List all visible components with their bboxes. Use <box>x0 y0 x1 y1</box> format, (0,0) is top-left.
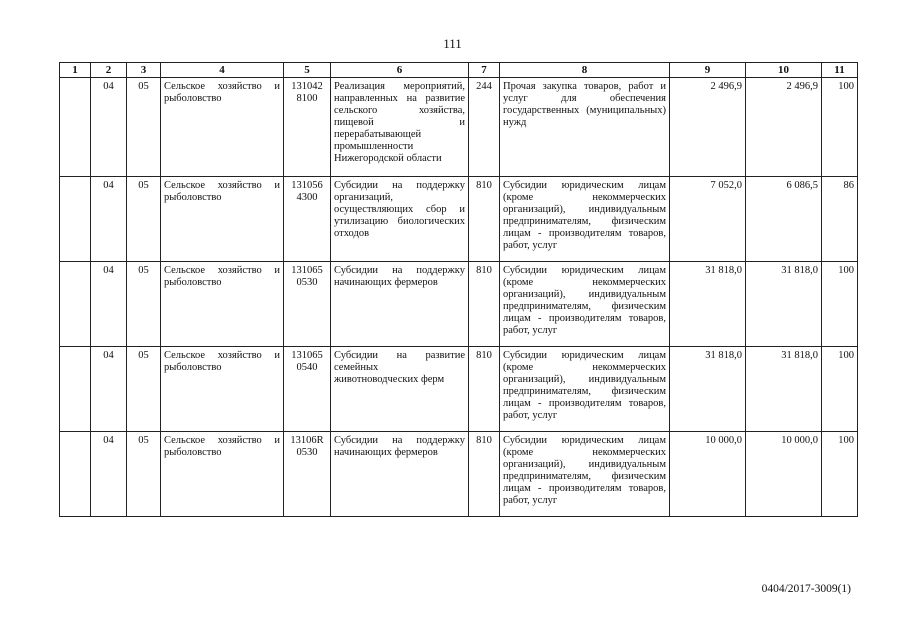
cell-target-code: 13106R 0530 <box>284 432 331 517</box>
col-header-11: 11 <box>822 63 858 78</box>
cell-subsection: 05 <box>127 347 161 432</box>
col-header-4: 4 <box>161 63 284 78</box>
cell-percent: 100 <box>822 432 858 517</box>
cell-target-name: Субсидии на поддержку организаций, осуществляющих сбор и утилизацию биологических отходов <box>331 177 469 262</box>
cell-expense-type: 810 <box>469 262 500 347</box>
cell-actual: 31 818,0 <box>746 347 822 432</box>
document-code: 0404/2017-3009(1) <box>761 583 851 595</box>
cell-section-name: Сельское хозяйство и рыболовство <box>161 347 284 432</box>
col-header-2: 2 <box>91 63 127 78</box>
table-row <box>60 432 858 517</box>
cell-section: 04 <box>91 347 127 432</box>
table-row <box>60 262 858 347</box>
cell-expense-type: 810 <box>469 432 500 517</box>
cell-expense-type: 810 <box>469 347 500 432</box>
col-header-8: 8 <box>500 63 670 78</box>
cell-percent: 100 <box>822 347 858 432</box>
cell-section-name: Сельское хозяйство и рыболовство <box>161 262 284 347</box>
cell-plan: 31 818,0 <box>670 347 746 432</box>
cell-col1 <box>60 347 91 432</box>
cell-plan: 31 818,0 <box>670 262 746 347</box>
col-header-5: 5 <box>284 63 331 78</box>
cell-target-name: Субсидии на поддержку начинающих фермеров <box>331 432 469 517</box>
col-header-10: 10 <box>746 63 822 78</box>
cell-expense-name: Субсидии юридическим лицам (кроме некоммерческих организаций), индивидуальным предпринимателям, физическим лицам - производителям товаров, работ, услуг <box>500 177 670 262</box>
header-row <box>60 63 858 78</box>
cell-percent: 86 <box>822 177 858 262</box>
cell-expense-type: 244 <box>469 78 500 177</box>
cell-subsection: 05 <box>127 262 161 347</box>
cell-target-code: 131056 4300 <box>284 177 331 262</box>
cell-percent: 100 <box>822 78 858 177</box>
cell-target-code: 131042 8100 <box>284 78 331 177</box>
cell-section: 04 <box>91 177 127 262</box>
cell-section: 04 <box>91 262 127 347</box>
cell-target-name: Субсидии на развитие семейных животноводческих ферм <box>331 347 469 432</box>
cell-actual: 31 818,0 <box>746 262 822 347</box>
cell-actual: 10 000,0 <box>746 432 822 517</box>
budget-table <box>59 62 858 517</box>
page-number: 111 <box>443 36 462 51</box>
cell-plan: 10 000,0 <box>670 432 746 517</box>
cell-col1 <box>60 177 91 262</box>
cell-plan: 7 052,0 <box>670 177 746 262</box>
col-header-9: 9 <box>670 63 746 78</box>
cell-expense-name: Субсидии юридическим лицам (кроме некоммерческих организаций), индивидуальным предпринимателям, физическим лицам - производителям товаров, работ, услуг <box>500 262 670 347</box>
table-row <box>60 177 858 262</box>
table-row <box>60 347 858 432</box>
cell-target-name: Реализация мероприятий, направленных на развитие сельского хозяйства, пищевой и перерабатывающей промышленности Нижегородской области <box>331 78 469 177</box>
cell-expense-name: Субсидии юридическим лицам (кроме некоммерческих организаций), индивидуальным предпринимателям, физическим лицам - производителям товаров, работ, услуг <box>500 347 670 432</box>
cell-expense-type: 810 <box>469 177 500 262</box>
cell-section-name: Сельское хозяйство и рыболовство <box>161 177 284 262</box>
cell-col1 <box>60 262 91 347</box>
cell-col1 <box>60 432 91 517</box>
cell-target-code: 131065 0540 <box>284 347 331 432</box>
cell-actual: 2 496,9 <box>746 78 822 177</box>
cell-subsection: 05 <box>127 78 161 177</box>
cell-subsection: 05 <box>127 177 161 262</box>
cell-section-name: Сельское хозяйство и рыболовство <box>161 432 284 517</box>
cell-section-name: Сельское хозяйство и рыболовство <box>161 78 284 177</box>
cell-col1 <box>60 78 91 177</box>
cell-target-name: Субсидии на поддержку начинающих фермеров <box>331 262 469 347</box>
col-header-6: 6 <box>331 63 469 78</box>
table-row <box>60 78 858 177</box>
cell-expense-name: Прочая закупка товаров, работ и услуг для обеспечения государственных (муниципальных) нужд <box>500 78 670 177</box>
cell-expense-name: Субсидии юридическим лицам (кроме некоммерческих организаций), индивидуальным предпринимателям, физическим лицам - производителям товаров, работ, услуг <box>500 432 670 517</box>
cell-section: 04 <box>91 432 127 517</box>
cell-actual: 6 086,5 <box>746 177 822 262</box>
cell-plan: 2 496,9 <box>670 78 746 177</box>
col-header-1: 1 <box>60 63 91 78</box>
cell-target-code: 131065 0530 <box>284 262 331 347</box>
cell-subsection: 05 <box>127 432 161 517</box>
cell-percent: 100 <box>822 262 858 347</box>
col-header-3: 3 <box>127 63 161 78</box>
col-header-7: 7 <box>469 63 500 78</box>
cell-section: 04 <box>91 78 127 177</box>
